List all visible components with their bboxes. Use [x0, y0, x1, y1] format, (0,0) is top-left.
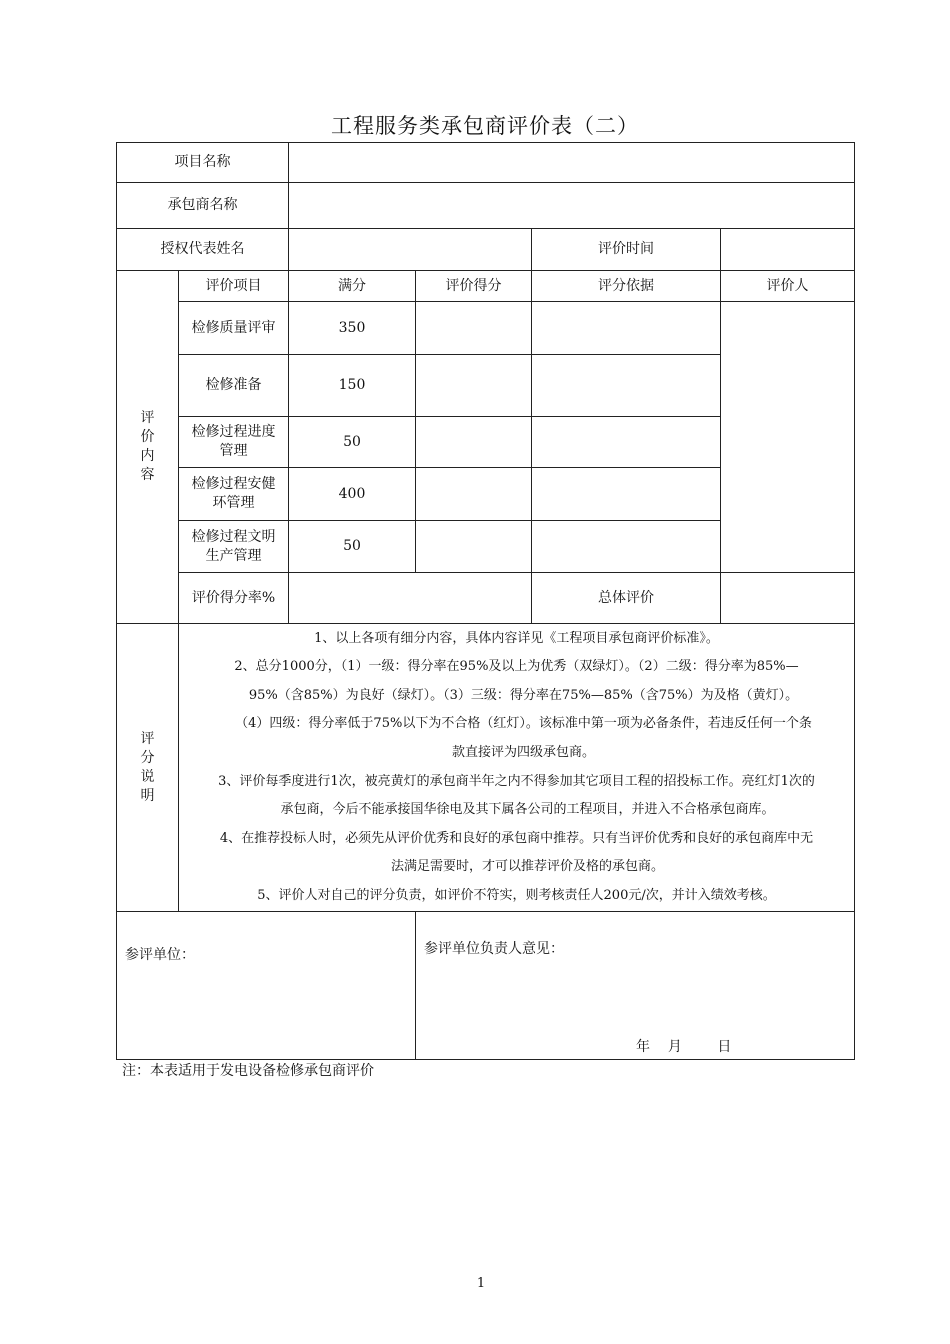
footnote: 注：本表适用于发电设备检修承包商评价: [122, 1063, 374, 1079]
overall-label: 总体评价: [532, 573, 721, 624]
note-line: 承包商，今后不能承接国华徐电及其下属各公司的工程项目，并进入不合格承包商库。: [280, 802, 775, 818]
project-name-field[interactable]: [289, 143, 855, 183]
note-line: 款直接评为四级承包商。: [451, 744, 595, 760]
item-name: 检修过程安健环管理: [179, 468, 289, 521]
participating-unit-label: 参评单位：: [125, 947, 195, 963]
evaluator-field[interactable]: [721, 302, 855, 573]
column-header: 评价人: [721, 271, 855, 302]
representative-field[interactable]: [289, 229, 532, 271]
scoring-notes-section-text: 评分说明: [140, 730, 155, 804]
overall-field[interactable]: [721, 573, 855, 624]
note-line: 4、在推荐投标人时，必须先从评价优秀和良好的承包商中推荐。只有当评价优秀和良好的承包商库中无: [219, 830, 814, 846]
item-full-score: 50: [289, 417, 416, 468]
item-name: 检修过程文明生产管理: [179, 521, 289, 573]
note-line: 法满足需要时，才可以推荐评价及格的承包商。: [390, 859, 664, 875]
note-line: 3、评价每季度进行1次，被亮黄灯的承包商半年之内不得参加其它项目工程的招投标工作。亮红灯1次的: [218, 773, 815, 789]
item-score-field[interactable]: [416, 417, 532, 468]
item-score-field[interactable]: [416, 521, 532, 573]
item-score-field[interactable]: [416, 355, 532, 417]
eval-time-label: 评价时间: [532, 229, 721, 271]
date-line: [636, 1038, 731, 1057]
item-basis-field[interactable]: [532, 355, 721, 417]
date-month: 月: [667, 1039, 682, 1055]
note-line: 5、评价人对自己的评分负责，如评价不符实，则考核责任人200元/次，并计入绩效考核。: [257, 887, 776, 903]
contractor-name-field[interactable]: [289, 183, 855, 229]
representative-label: 授权代表姓名: [117, 229, 289, 271]
column-header: 满分: [289, 271, 416, 302]
date-day: 日: [717, 1039, 732, 1055]
evaluation-section-label: [117, 271, 179, 624]
item-full-score: 150: [289, 355, 416, 417]
item-full-score: 50: [289, 521, 416, 573]
form-title: 工程服务类承包商评价表（二）: [331, 114, 639, 138]
item-full-score: 400: [289, 468, 416, 521]
note-line: 95%（含85%）为良好（绿灯）。（3）三级：得分率在75%—85%（含75%）为及格（黄灯）。: [248, 687, 799, 703]
item-basis-field[interactable]: [532, 468, 721, 521]
note-line: （4）四级：得分率低于75%以下为不合格（红灯）。该标准中第一项为必备条件，若违反任何一个条: [235, 716, 812, 732]
column-header: 评分依据: [532, 271, 721, 302]
unit-head-opinion-field[interactable]: [416, 912, 855, 1060]
item-basis-field[interactable]: [532, 417, 721, 468]
contractor-name-label: 承包商名称: [117, 183, 289, 229]
item-full-score: 350: [289, 302, 416, 355]
participating-unit-field[interactable]: [117, 912, 416, 1060]
column-header: 评价项目: [179, 271, 289, 302]
item-basis-field[interactable]: [532, 521, 721, 573]
item-name: 检修准备: [179, 355, 289, 417]
project-name-label: 项目名称: [117, 143, 289, 183]
eval-time-field[interactable]: [721, 229, 855, 271]
item-score-field[interactable]: [416, 302, 532, 355]
score-rate-label: 评价得分率%: [179, 573, 289, 624]
scoring-notes-section-label: [117, 624, 179, 912]
note-line: 2、总分1000分，（1）一级：得分率在95%及以上为优秀（双绿灯）。（2）二级：得分率为85%—: [234, 659, 799, 675]
page-number: 1: [476, 1276, 486, 1291]
unit-head-opinion-label: 参评单位负责人意见：: [424, 941, 564, 957]
item-basis-field[interactable]: [532, 302, 721, 355]
score-rate-field[interactable]: [289, 573, 532, 624]
evaluation-section-text: 评价内容: [140, 410, 155, 483]
item-name: 检修质量评审: [179, 302, 289, 355]
item-name: 检修过程进度管理: [179, 417, 289, 468]
note-line: 1、以上各项有细分内容，具体内容详见《工程项目承包商评价标准》。: [314, 630, 719, 646]
column-header: 评价得分: [416, 271, 532, 302]
evaluation-form: [116, 142, 855, 1060]
item-score-field[interactable]: [416, 468, 532, 521]
scoring-notes: [179, 624, 855, 912]
date-year: 年: [636, 1039, 650, 1055]
